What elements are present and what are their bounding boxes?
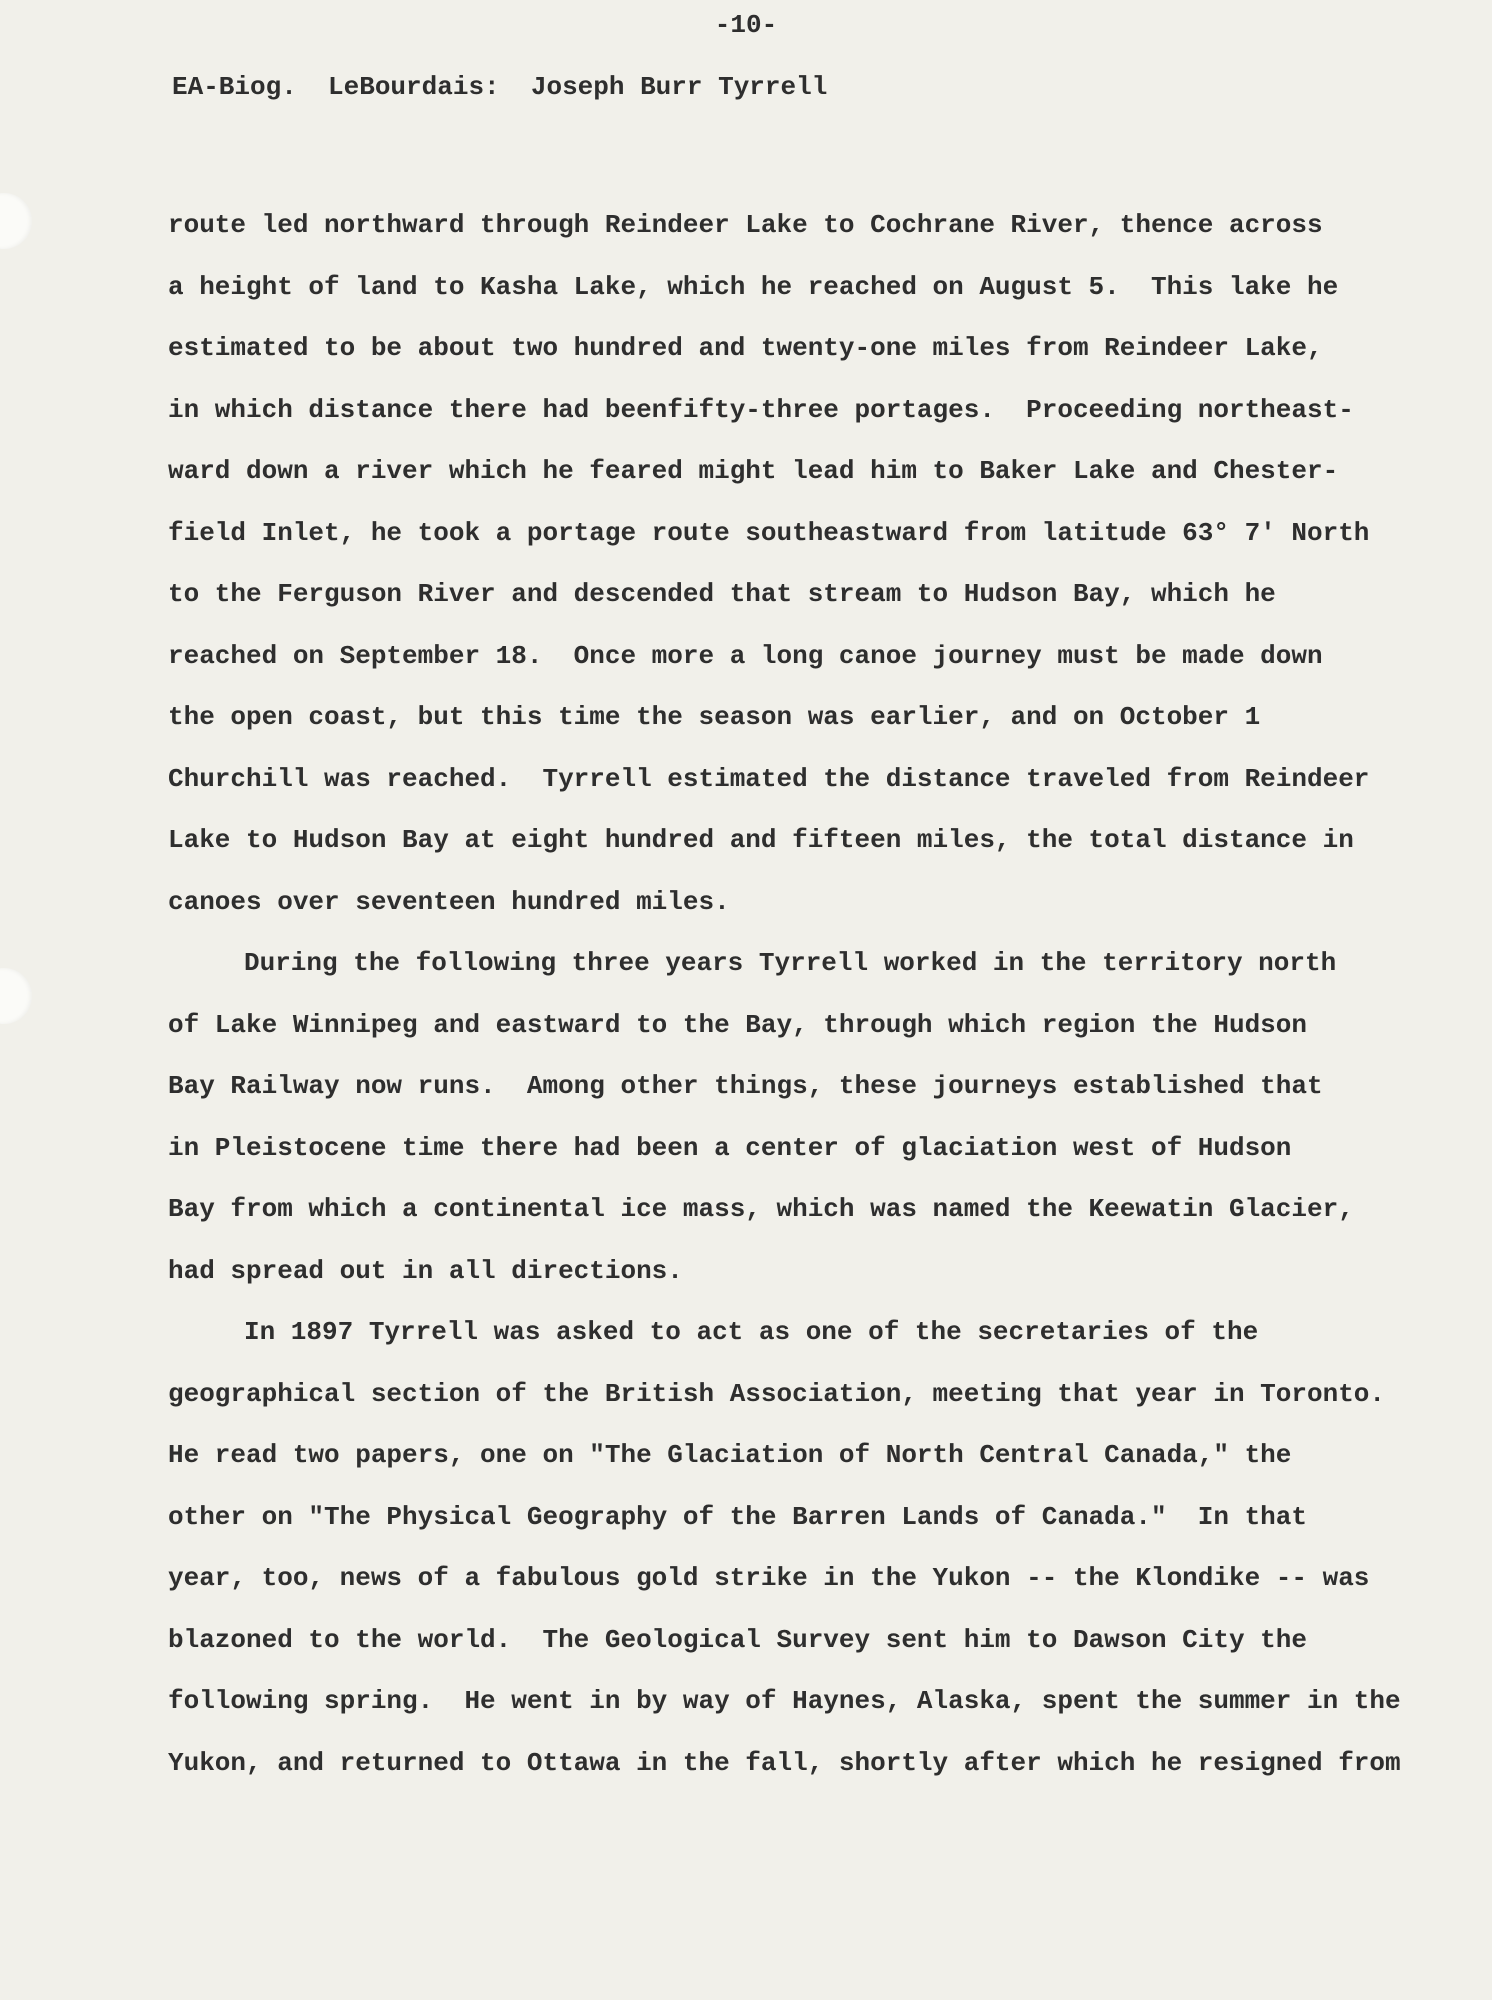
text-line: in Pleistocene time there had been a center of glaciation west of Hudson	[168, 1132, 1292, 1163]
text-line: Lake to Hudson Bay at eight hundred and fifteen miles, the total distance in	[168, 825, 1354, 855]
page-number: -10-	[714, 10, 778, 40]
text-line: geographical section of the British Association, meeting that year in Toronto.	[168, 1378, 1385, 1409]
text-line: a height of land to Kasha Lake, which he reached on August 5. This lake he	[168, 271, 1339, 302]
text-line: to the Ferguson River and descended that stream to Hudson Bay, which he	[168, 579, 1276, 609]
text-line: following spring. He went in by way of Haynes, Alaska, spent the summer in the	[168, 1686, 1401, 1716]
text-line: Yukon, and returned to Ottawa in the fall, shortly after which he resigned from	[168, 1747, 1401, 1778]
text-line: In 1897 Tyrrell was asked to act as one of the secretaries of the	[244, 1317, 1259, 1347]
paragraph	[168, 933, 1378, 1302]
text-line: ward down a river which he feared might lead him to Baker Lake and Chester-	[168, 456, 1339, 486]
paragraph	[168, 195, 1378, 933]
text-line: He read two papers, one on "The Glaciation of North Central Canada," the	[168, 1440, 1292, 1470]
text-line: of Lake Winnipeg and eastward to the Bay, through which region the Hudson	[168, 1009, 1307, 1040]
text-line: estimated to be about two hundred and twenty-one miles from Reindeer Lake,	[168, 333, 1323, 363]
text-line: in which distance there had beenfifty-three portages. Proceeding northeast-	[168, 394, 1354, 425]
document-header: EA-Biog. LeBourdais: Joseph Burr Tyrrell	[172, 72, 828, 102]
text-line: the open coast, but this time the season was earlier, and on October 1	[168, 702, 1261, 732]
text-line: reached on September 18. Once more a long canoe journey must be made down	[168, 640, 1323, 671]
text-line: other on "The Physical Geography of the Barren Lands of Canada." In that	[168, 1501, 1307, 1532]
text-line: route led northward through Reindeer Lake to Cochrane River, thence across	[168, 210, 1323, 240]
text-line: Bay from which a continental ice mass, which was named the Keewatin Glacier,	[168, 1194, 1354, 1224]
text-line: During the following three years Tyrrell worked in the territory north	[244, 948, 1337, 978]
text-line: year, too, news of a fabulous gold strike in the Yukon -- the Klondike -- was	[168, 1563, 1370, 1593]
text-line: Churchill was reached. Tyrrell estimated the distance traveled from Reindeer	[168, 763, 1370, 794]
text-line: field Inlet, he took a portage route southeastward from latitude 63° 7' North	[168, 517, 1370, 548]
text-line: Bay Railway now runs. Among other things, these journeys established that	[168, 1071, 1323, 1101]
punch-hole	[0, 968, 32, 1024]
paragraph	[168, 1302, 1401, 1794]
text-line: blazoned to the world. The Geological Survey sent him to Dawson City the	[168, 1624, 1307, 1655]
text-line: canoes over seventeen hundred miles.	[168, 886, 730, 917]
text-line: had spread out in all directions.	[168, 1255, 683, 1286]
document-body	[168, 195, 1401, 1794]
punch-hole	[0, 193, 32, 249]
